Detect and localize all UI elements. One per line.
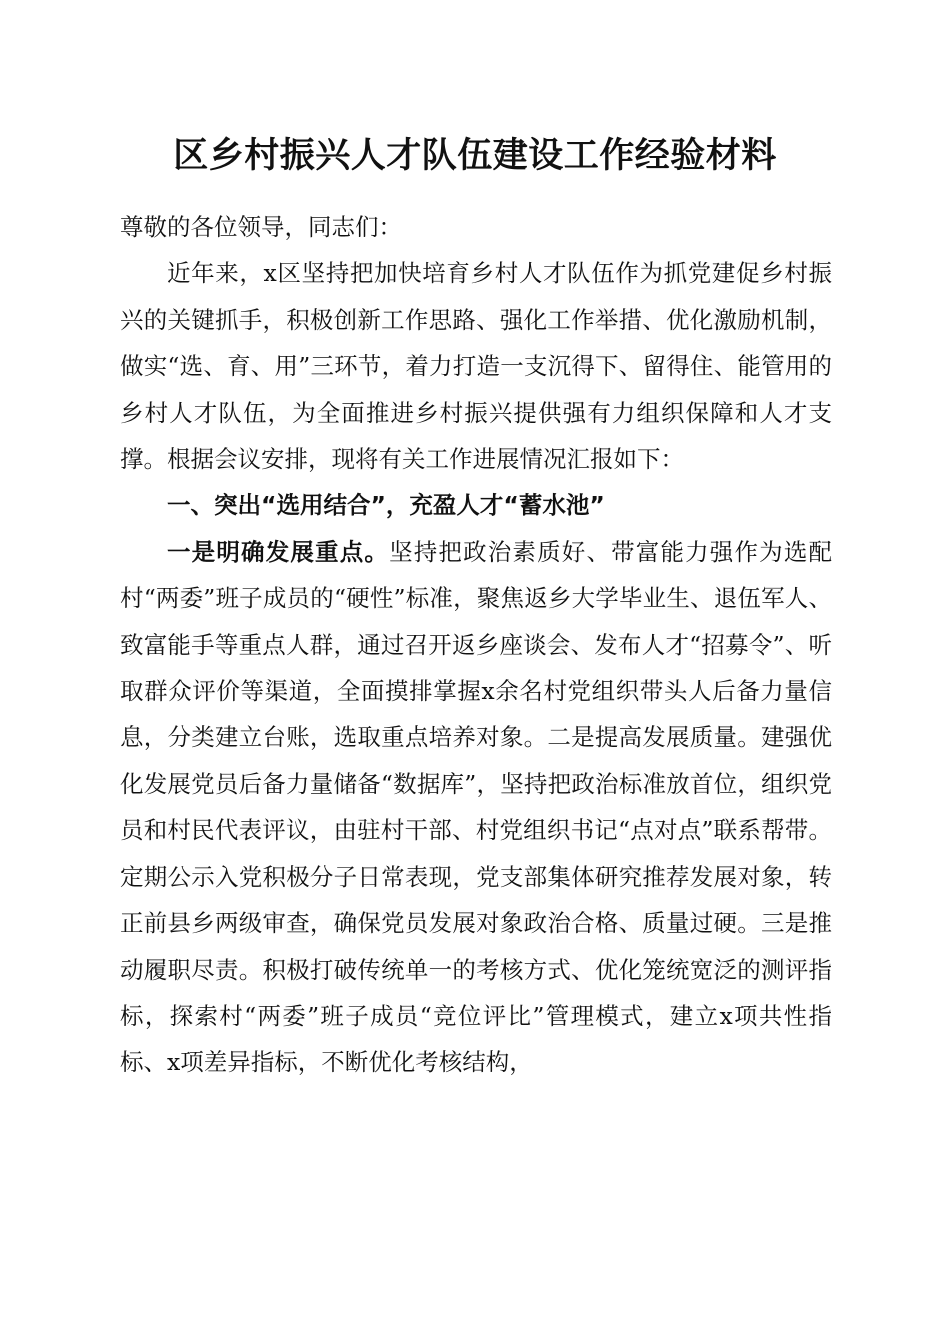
section-heading-1: 一、突出“选用结合”，充盈人才“蓄水池” [167, 491, 605, 520]
document-body [120, 204, 832, 1086]
salutation: 尊敬的各位领导，同志们： [120, 213, 402, 241]
section-1-text: 坚持把政治素质好、带富能力强作为选配村“两委”班子成员的“硬性”标准，聚焦返乡大学毕业生、退伍军人、致富能手等重点人群，通过召开返乡座谈会、发布人才“招募令”、听取群众评价等渠道，全面摸排掌握x余名村党组织带头人后备力量信息，分类建立台账，选取重点培养对象。二是提高发展质量。建强优化发展党员后备力量储备“数据库”，坚持把政治标准放首位，组织党员和村民代表评议，由驻村干部、村党组织书记“点对点”联系帮带。定期公示入党积极分子日常表现，党支部集体研究推荐发展对象，转正前县乡两级审查，确保党员发展对象政治合格、质量过硬。三是推动履职尽责。积极打破传统单一的考核方式、优化笼统宽泛的测评指标，探索村“两委”班子成员“竞位评比”管理模式，建立x项共性指标、x项差异指标，不断优化考核结构， [120, 537, 833, 1077]
section-1-paragraph [120, 529, 832, 1086]
intro-paragraph: 近年来，x区坚持把加快培育乡村人才队伍作为抓党建促乡村振兴的关键抓手，积极创新工作思路、强化工作举措、优化激励机制，做实“选、育、用”三环节，着力打造一支沉得下、留得住、能管用的乡村人才队伍，为全面推进乡村振兴提供强有力组织保障和人才支撑。根据会议安排，现将有关工作进展情况汇报如下： [120, 259, 832, 474]
section-1-lead: 一是明确发展重点。 [167, 537, 390, 566]
document-title: 区乡村振兴人才队伍建设工作经验材料 [173, 135, 777, 176]
